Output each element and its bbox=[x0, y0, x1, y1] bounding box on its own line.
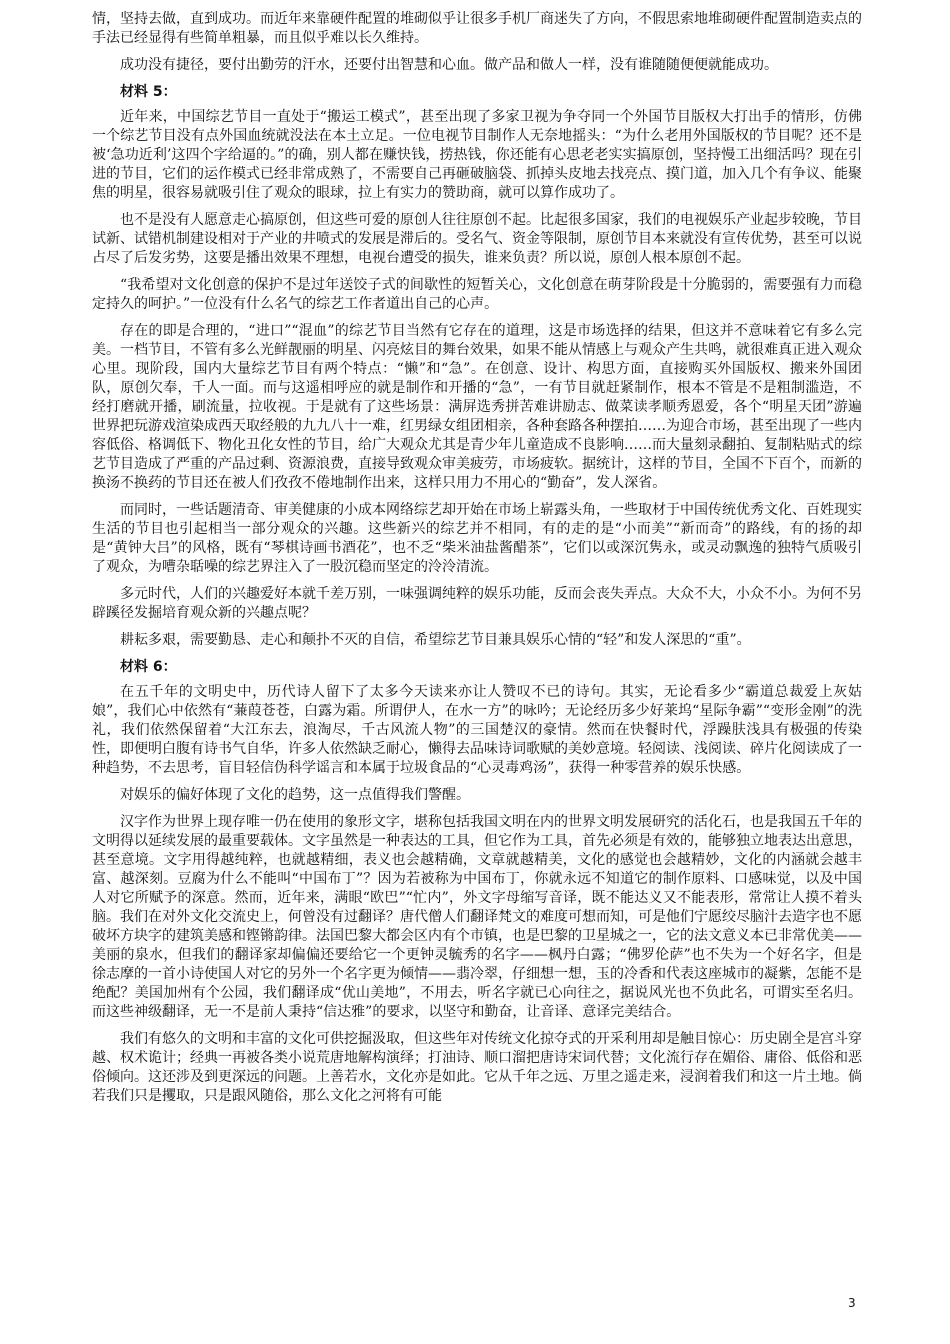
document-body bbox=[92, 10, 862, 1114]
paragraph-continuation: 情，坚持去做，直到成功。而近年来靠硬件配置的堆砌似乎让很多手机厂商迷失了方向，不假思索地堆砌硬件配置制造卖点的手法已经显得有些简单粗暴，而且似乎难以长久维持。 bbox=[92, 11, 862, 46]
paragraph: 我们有悠久的文明和丰富的文化可供挖掘汲取，但这些年对传统文化掠夺式的开采利用却是触目惊心：历史剧全是宫斗穿越、权术诡计；经典一再被各类小说荒唐地解构演绎；打油诗、顺口溜把唐诗宋词代替；文化流行存在媚俗、庸俗、低俗和恶俗倾向。这还涉及到更深远的问题。上善若水，文化亦是如此。它从千年之远、万里之遥走来，浸润着我们和这一片土地。倘若我们只是攫取，只是跟风随俗，那么文化之河将有可能 bbox=[92, 1031, 862, 1104]
paragraph: 存在的即是合理的，“进口”“混血”的综艺节目当然有它存在的道理，这是市场选择的结果，但这并不意味着它有多么完美。一档节目，不管有多么光鲜靓丽的明星、闪亮炫目的舞台效果，如果不能从情感上与观众产生共鸣，就很难真正进入观众心里。现阶段，国内大量综艺节目有两个特点：“懒”和“急”。在创意、设计、构思方面，直接购买外国版权、搬来外国团队，原创欠奉，千人一面。而与这遥相呼应的就是制作和开播的“急”，一有节目就赶紧制作，根本不管是不是粗制滥造，不经打磨就开播，刷流量，拉收视。于是就有了这些场景：满屏选秀拼苦难讲励志、做菜读孝顺秀恩爱，各个“明星天团”游遍世界把玩游戏渲染成西天取经般的九九八十一难，红男绿女组团相亲，各种套路各种摆拍……为迎合市场，甚至出现了一些内容低俗、格调低下、物化丑化女性的节目，给广大观众尤其是青少年儿童造成不良影响……而大量刻录翻拍、复制粘贴式的综艺节目造成了严重的产品过剩、资源浪费，直接导致观众审美疲劳，市场疲软。据统计，这样的节目，全国不下百个，而新的换汤不换药的节目还在被人们孜孜不倦地制作出来，这样只用力不用心的“勤奋”，发人深省。 bbox=[92, 323, 862, 491]
paragraph: 近年来，中国综艺节目一直处于“搬运工模式”，甚至出现了多家卫视为争夺同一个外国节目版权大打出手的情形，仿佛一个综艺节目没有点外国血统就没法在本土立足。一位电视节目制作人无奈地摇头：“为什么老用外国版权的节目呢？还不是被‘急功近利’这四个字给逼的。”的确，别人都在赚快钱，捞热钱，你还能有心思老老实实搞原创，坚持慢工出细活吗？现在引进的节目，它们的运作模式已经非常成熟了，不需要自己再砸破脑袋、抓掉头皮地去找亮点、摸门道，加入几个有争议、能聚焦的明星，很容易就吸引住了观众的眼球，拉上有实力的赞助商，就可以算作成功了。 bbox=[92, 109, 862, 201]
paragraph: 对娱乐的偏好体现了文化的趋势，这一点值得我们警醒。 bbox=[120, 787, 470, 803]
paragraph: 汉字作为世界上现存唯一仍在使用的象形文字，堪称包括我国文明在内的世界文明发展研究的活化石，也是我国五千年的文明得以延续发展的最重要载体。文字虽然是一种表达的工具，但它作为工具，首先必须是有效的，能够独立地表达出意思，甚至意境。文字用得越纯粹，也就越精细，表义也会越精确，文章就越精美，文化的感觉也会越精妙，文化的内涵就会越丰富、越深刻。豆腐为什么不能叫“中国布丁”？因为若被称为中国布丁，你就永远不知道它的制作原料、口感味觉，以及中国人对它所赋予的深意。然而，近年来，满眼“欧巴”“忙内”，外文字母缩写音译，既不能达义又不能表形，常常让人摸不着头脑。我们在对外文化交流史上，何曾没有过翻译？唐代僧人们翻译梵文的难度可想而知，可是他们宁愿绞尽脑汁去造字也不愿破坏方块字的建筑美感和铿锵韵律。法国巴黎大都会区内有个市镇，也是巴黎的卫星城之一，它的法文意义本已非常优美——美丽的泉水，但我们的翻译家却偏偏还要给它一个更钟灵毓秀的名字——枫丹白露；“佛罗伦萨”也不失为一个好名字，但是徐志摩的一首小诗使国人对它的另外一个名字更为倾情——翡冷翠，仔细想一想，玉的冷香和代表这座城市的凝紫，怎能不是绝配？美国加州有个公园，我们翻译成“优山美地”，不用去，听名字就已心向往之，据说风光也不负此名，可谓实至名归。而这些神级翻译，无一不是前人秉持“信达雅”的要求，以坚守和勤奋，让音译、意译完美结合。 bbox=[92, 814, 862, 1020]
paragraph: 在五千年的文明史中，历代诗人留下了太多今天读来亦让人赞叹不已的诗句。其实，无论看多少“霸道总裁爱上灰姑娘”，我们心中依然有“蒹葭苍苍，白露为霜。所谓伊人，在水一方”的咏吟；无论经历多少好莱坞“星际争霸”“变形金刚”的洗礼，我们依然保留着“大江东去，浪淘尽，千古风流人物”的三国楚汉的豪情。然而在快餐时代，浮躁肤浅具有极强的传染性，即便明白腹有诗书气自华，许多人依然缺乏耐心，懒得去品味诗词歌赋的美妙意境。轻阅读、浅阅读、碎片化阅读成了一种趋势，不去思考，盲目轻信伪科学谣言和本属于垃圾食品的“心灵毒鸡汤”，获得一种零营养的娱乐快感。 bbox=[92, 684, 862, 776]
paragraph: “我希望对文化创意的保护不是过年送饺子式的间歇性的短暂关心，文化创意在萌芽阶段是十分脆弱的，需要强有力而稳定持久的呵护。”一位没有什么名气的综艺工作者道出自己的心声。 bbox=[92, 277, 862, 312]
page-number: 3 bbox=[848, 1296, 856, 1310]
section-heading-material-5: 材料 5： bbox=[120, 84, 177, 100]
paragraph: 也不是没有人愿意走心搞原创，但这些可爱的原创人往往原创不起。比起很多国家，我们的电视娱乐产业起步较晚，节目试新、试错机制建设相对于产业的井喷式的发展是滞后的。受名气、资金等限制，原创节目本来就没有宣传优势，甚至可以说占尽了后发劣势，这要是播出效果不理想，电视台遭受的损失，谁来负责？所以说，原创人根本原创不起。 bbox=[92, 212, 862, 266]
paragraph: 成功没有捷径，要付出勤劳的汗水，还要付出智慧和心血。做产品和做人一样，没有谁随随便便就能成功。 bbox=[120, 57, 778, 73]
paragraph: 而同时，一些话题清奇、审美健康的小成本网络综艺却开始在市场上崭露头角，一些取材于中国传统优秀文化、百姓现实生活的节目也引起相当一部分观众的兴趣。这些新兴的综艺并不相同，有的走的是“小而美”“新而奇”的路线，有的扬的却是“黄钟大吕”的风格，既有“琴棋诗画书酒花”，也不乏“柴米油盐酱醋茶”，它们以或深沉隽永，或灵动飘逸的独特气质吸引了观众，为嘈杂聒噪的综艺界注入了一股沉稳而坚定的泠泠清流。 bbox=[92, 502, 862, 575]
paragraph: 多元时代，人们的兴趣爱好本就千差万别，一味强调纯粹的娱乐功能，反而会丧失弄点。大众不大，小众不小。为何不另辟蹊径发掘培育观众新的兴趣点呢？ bbox=[92, 586, 862, 621]
paragraph: 耕耘多艰，需要勤恳、走心和颠扑不灭的自信，希望综艺节目兼具娱乐心情的“轻”和发人深思的“重”。 bbox=[120, 632, 751, 648]
section-heading-material-6: 材料 6： bbox=[120, 659, 177, 675]
